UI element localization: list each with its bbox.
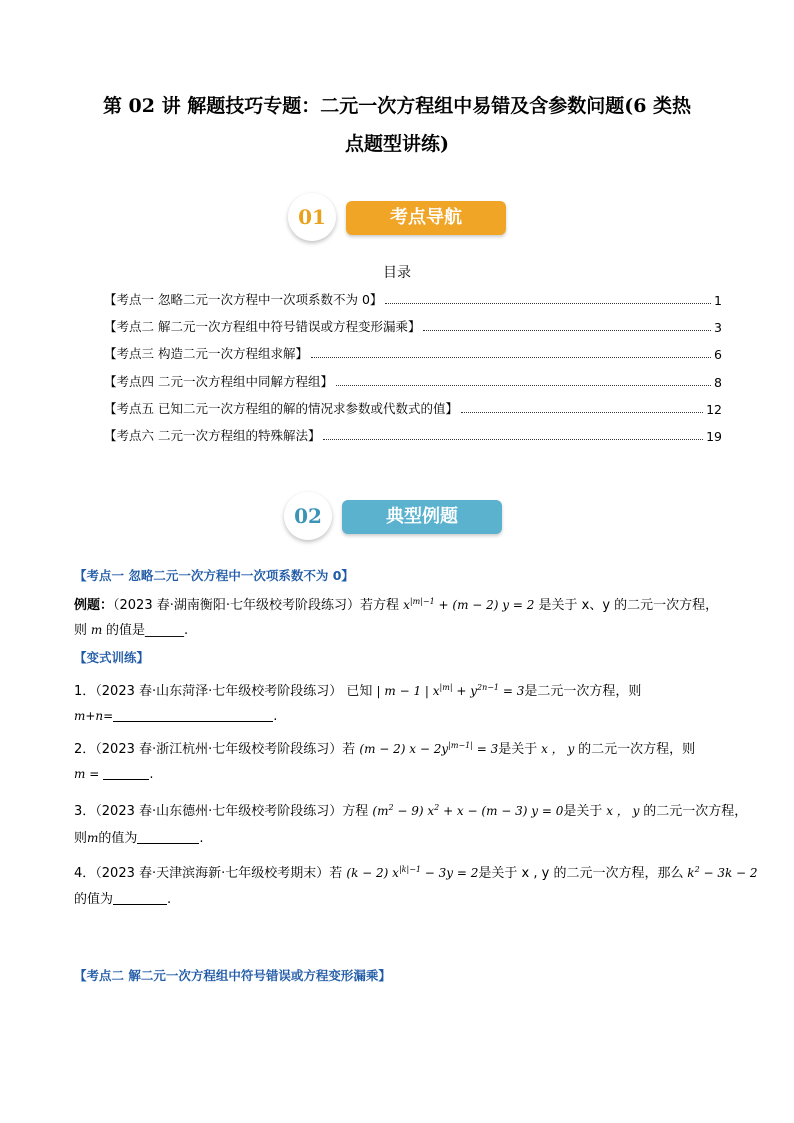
- title-line-2: 点题型讲练): [345, 133, 449, 155]
- variant-heading: 【变式训练】: [74, 650, 150, 665]
- question-3-line-2: 则m的值为 .: [74, 831, 204, 846]
- question-4-line-2: 的值为 .: [74, 892, 172, 907]
- banner-number: 02: [284, 492, 332, 540]
- example-line-1: 例题：（2023 春·湖南衡阳·七年级校考阶段练习）若方程 $x^{|m|-1} + (m - 2) y = 2$ 是关于 x、y 的二元一次方程，: [74, 597, 719, 613]
- toc-item[interactable]: 【考点三 构造二元一次方程组求解】 6: [104, 346, 722, 362]
- toc-item[interactable]: 【考点二 解二元一次方程组中符号错误或方程变形漏乘】 3: [104, 319, 722, 335]
- question-4-line-1: 4．（2023 春·天津滨海新·七年级校考期末）若 (k − 2) $x^{|k|-1} - 3y = 2$是关于 x , y 的二元一次方程，那么 $k^2 - 3k - 2$: [74, 865, 758, 881]
- example-source: （2023 春·湖南衡阳·七年级校考阶段练习）若方程: [113, 598, 399, 613]
- question-2-line-2: m = .: [74, 767, 154, 782]
- banner-number: 01: [288, 193, 336, 241]
- banner-label: 典型例题: [342, 500, 502, 534]
- answer-blank[interactable]: [113, 707, 273, 722]
- question-2-line-1: 2．（2023 春·浙江杭州·七年级校考阶段练习）若 (m − 2) $x - 2y^{|m-1|} = 3$是关于 x ， y 的二元一次方程，则: [74, 741, 696, 757]
- banner-label: 考点导航: [346, 201, 506, 235]
- section-heading: 【考点一 忽略二元一次方程中一次项系数不为 0】: [74, 568, 354, 583]
- title-line-1: 第 02 讲 解题技巧专题：二元一次方程组中易错及含参数问题(6 类热: [102, 95, 692, 117]
- answer-blank[interactable]: [137, 829, 199, 844]
- toc-heading: 目录: [383, 265, 411, 281]
- toc-item[interactable]: 【考点五 已知二元一次方程组的解的情况求参数或代数式的值】 12: [104, 401, 722, 417]
- toc-item[interactable]: 【考点四 二元一次方程组中同解方程组】 8: [104, 374, 722, 390]
- question-3-line-1: 3．（2023 春·山东德州·七年级校考阶段练习）方程 $(m^2 - 9) x^2 + x - (m - 3) y = 0$是关于 x ， y 的二元一次方程，: [74, 803, 748, 819]
- toc-item[interactable]: 【考点六 二元一次方程组的特殊解法】 19: [104, 428, 722, 444]
- question-1-line-1: 1．（2023 春·山东菏泽·七年级校考阶段练习） 已知 | m − 1 | $x^{|m|} + y^{2n-1} = 3$是二元一次方程，则: [74, 683, 642, 699]
- section-heading: 【考点二 解二元一次方程组中符号错误或方程变形漏乘】: [74, 968, 391, 983]
- answer-blank[interactable]: [113, 890, 167, 905]
- example-equation: $x^{|m|-1} + (m - 2) y = 2$: [403, 597, 535, 612]
- toc-item[interactable]: 【考点一 忽略二元一次方程中一次项系数不为 0】 1: [104, 292, 722, 308]
- page-title: [60, 92, 734, 158]
- question-1-line-2: m+n= .: [74, 709, 278, 724]
- example-line-2: 则 m 的值是______.: [74, 623, 189, 638]
- answer-blank[interactable]: [103, 765, 149, 780]
